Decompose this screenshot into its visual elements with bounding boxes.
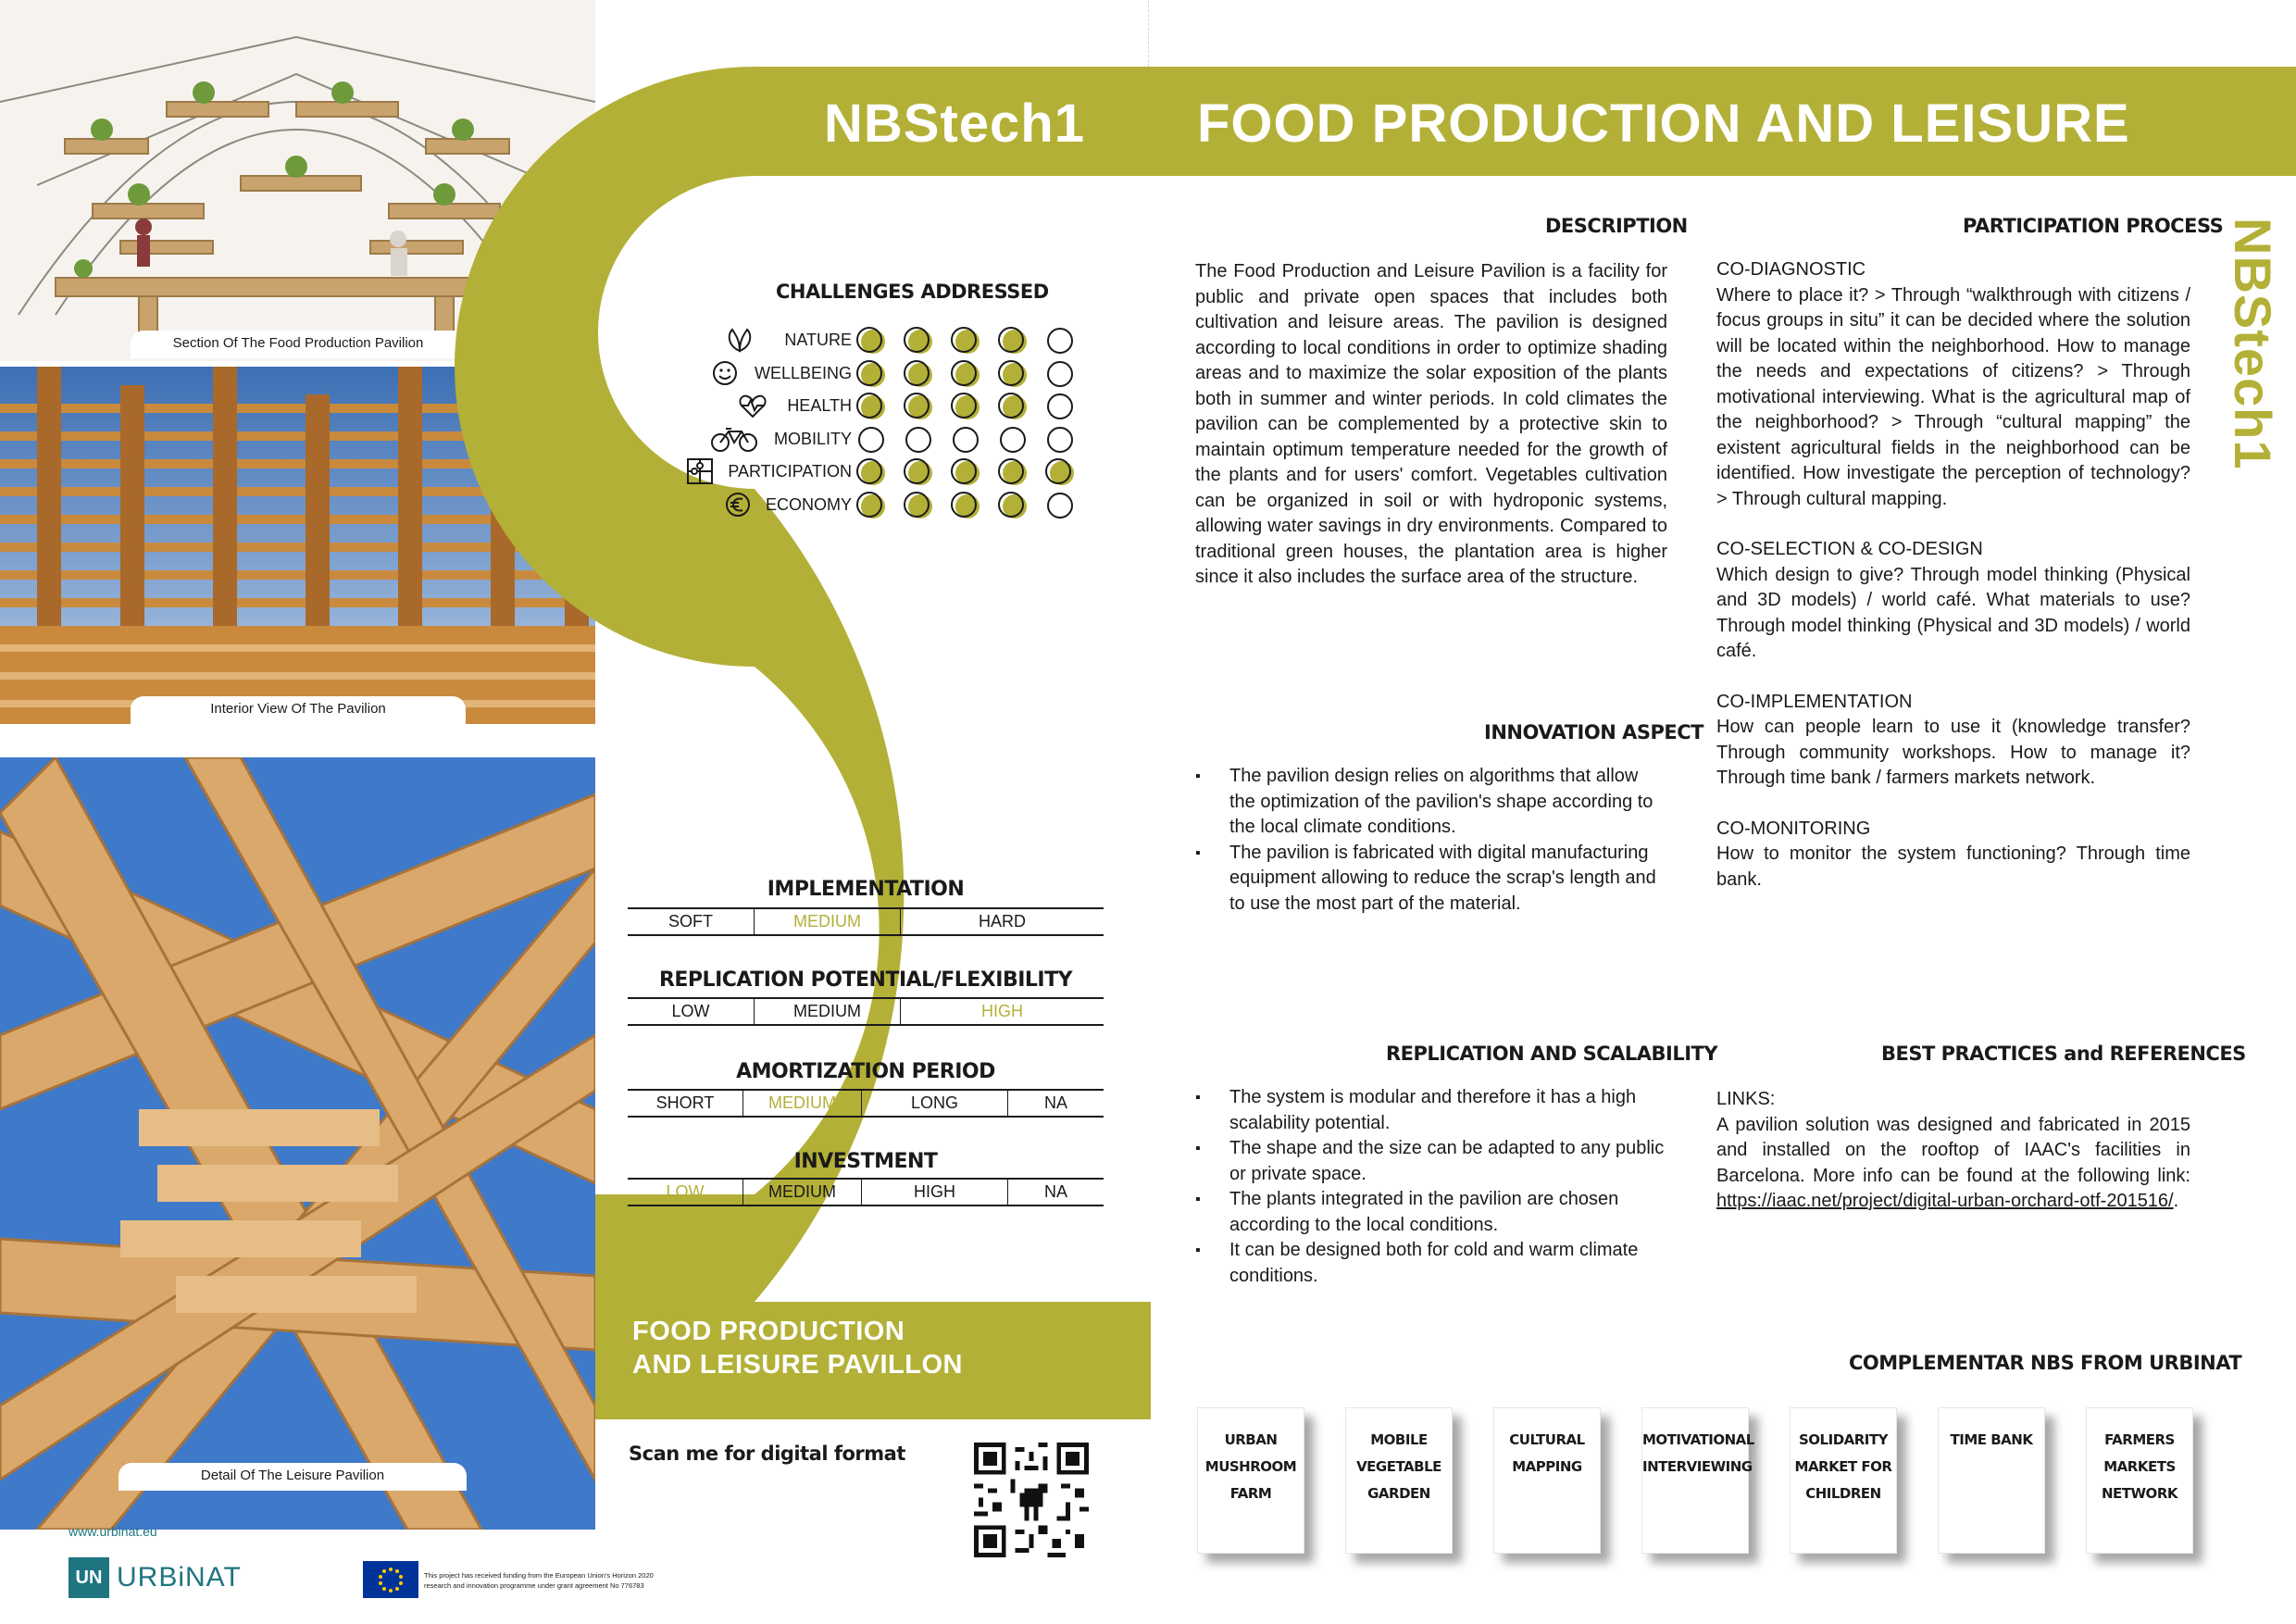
rating-option-long: LONG <box>862 1091 1008 1116</box>
bullet-item: ▪ The pavilion design relies on algorithms that allow the optimization of the pavilion's shape according to the local climate conditions. <box>1195 764 1667 841</box>
rating-option-medium: MEDIUM <box>743 1180 862 1205</box>
score-dot-filled <box>1045 457 1075 487</box>
challenge-label: MOBILITY <box>773 429 852 448</box>
best-practices-title: BEST PRACTICES and REFERENCES <box>1881 1043 2246 1065</box>
nbs-card[interactable] <box>1641 1407 1754 1554</box>
score-dot-filled <box>951 326 980 356</box>
best-practices-text <box>1716 1087 2190 1215</box>
challenge-label: WELLBEING <box>754 363 852 382</box>
nbs-card-label: MAPPING <box>1512 1458 1582 1475</box>
score-dot-filled <box>951 359 980 389</box>
reference-link-end: . <box>2173 1191 2179 1211</box>
scan-label: Scan me for digital format <box>629 1443 905 1465</box>
rating-option-na: NA <box>1043 1093 1067 1112</box>
bullet-item: ▪ The plants integrated in the pavilion are chosen according to the local conditions. <box>1195 1187 1667 1238</box>
challenge-row-health <box>685 392 1083 425</box>
challenge-label: HEALTH <box>787 396 852 415</box>
score-dot-filled <box>998 457 1028 487</box>
participation-title: PARTICIPATION PROCESS <box>1963 215 2224 237</box>
bullet-item: ▪ The shape and the size can be adapted to any public or private space. <box>1195 1136 1667 1187</box>
score-dot-empty <box>951 425 980 455</box>
participation-stage-head: CO-SELECTION & CO-DESIGN <box>1716 539 1983 559</box>
participation-stage-text: Where to place it? > Through “walkthrough with citizens / focus groups in situ” it can be decided where the solution will be located within the neighborhood. How to manage the needs and expectations of citizens? > Through motivational interviewing. What is the agricultural map of the neighborhood? > Through “cultural mapping” the existent agricultural fields in the neighborhood can be identified. How investigate the perception of technology? > Through cultural mapping. <box>1716 284 2190 509</box>
eu-funding-line2: research and innovation programme under grant agreement No 776783 <box>424 1581 644 1590</box>
score-dot-filled <box>951 457 980 487</box>
challenge-label: NATURE <box>784 331 852 349</box>
qr-code[interactable] <box>974 1443 1089 1557</box>
urbinat-logo-text: URBiNAT <box>117 1562 242 1593</box>
pavilion-name-line1: FOOD PRODUCTION <box>632 1317 905 1346</box>
nbs-card-label: MOTIVATIONAL <box>1642 1431 1754 1448</box>
implementation-scale <box>628 907 1104 936</box>
innovation-list <box>1195 764 1667 917</box>
nbs-card-label: VEGETABLE <box>1356 1458 1441 1475</box>
bullet-item: ▪ It can be designed both for cold and warm climate conditions. <box>1195 1238 1667 1289</box>
score-dot-filled <box>856 326 886 356</box>
nbs-card-label: TIME BANK <box>1950 1431 2033 1448</box>
reference-link[interactable]: https://iaac.net/project/digital-urban-orchard-otf-201516/ <box>1716 1191 2174 1211</box>
score-dot-empty <box>904 425 933 455</box>
amortization-title: AMORTIZATION PERIOD <box>736 1060 995 1083</box>
rating-option-soft: SOFT <box>628 909 755 934</box>
score-dot-filled <box>856 392 886 421</box>
nbs-code-title: NBStech1 <box>824 94 1085 154</box>
nbs-card[interactable] <box>1197 1407 1304 1554</box>
innovation-title: INNOVATION ASPECT <box>1484 721 1703 743</box>
rating-option-medium: MEDIUM <box>755 909 901 934</box>
eu-stars-icon <box>363 1561 418 1598</box>
nbs-card-label: MUSHROOM <box>1204 1458 1297 1475</box>
replication-scalability-title: REPLICATION AND SCALABILITY <box>1386 1043 1718 1065</box>
rating-option-medium: MEDIUM <box>755 999 901 1024</box>
score-dot-filled <box>904 457 933 487</box>
participation-text <box>1716 257 2190 893</box>
replication-potential-title: REPLICATION POTENTIAL/FLEXIBILITY <box>658 968 1073 992</box>
urbinat-logo-mark: UN <box>69 1557 109 1598</box>
challenge-row-economy <box>685 491 1083 524</box>
score-dot-filled <box>998 392 1028 421</box>
score-dot-empty <box>1045 425 1075 455</box>
challenge-label: ECONOMY <box>765 494 852 514</box>
replication-potential-scale <box>628 997 1104 1026</box>
urbinat-logo <box>69 1557 242 1598</box>
nbs-card-label: MARKET FOR <box>1794 1458 1892 1475</box>
pavilion-name <box>632 1315 963 1381</box>
score-dot-filled <box>998 326 1028 356</box>
score-dot-filled <box>904 326 933 356</box>
amortization-scale <box>628 1089 1104 1118</box>
best-practices-body <box>1716 1113 2190 1215</box>
participation-stage-head: CO-MONITORING <box>1716 818 1871 839</box>
replication-list <box>1195 1085 1667 1289</box>
participation-stage-text: How to monitor the system functioning? Through time bank. <box>1716 843 2190 890</box>
photo-caption-2: Interior View Of The Pavilion <box>131 696 466 724</box>
challenge-label: PARTICIPATION <box>728 462 852 481</box>
score-dot-filled <box>856 359 886 389</box>
eu-funding-line1: This project has received funding from the European Union's Horizon 2020 <box>424 1571 654 1580</box>
page-title: FOOD PRODUCTION AND LEISURE <box>1197 94 2130 154</box>
page-fold-line <box>1148 0 1149 67</box>
rating-option-low: LOW <box>628 999 755 1024</box>
description-text: The Food Production and Leisure Pavilion is a facility for public and private open spaces that includes both cultivation and leisure areas. The pavilion is designed according to local conditions in order to optimize shading areas and to maximize the solar exposition of the plants both in summer and winter periods. In cold climates the pavilion can be complemented by a protective skin to maintain optimum temperature needed for the growth of the plants and for users' comfort. Vegetables cultivation can be organized in soil or with hydroponic systems, allowing water savings in dry environments. Compared to traditional green houses, the plantation area is higher since it also includes the surface area of the structure. <box>1195 261 1667 587</box>
participation-stage-text: How can people learn to use it (knowledge transfer? Through community workshops. How to manage it? Through time bank / farmers markets network. <box>1716 717 2190 788</box>
complementary-title: COMPLEMENTAR NBS FROM URBINAT <box>1849 1352 2242 1374</box>
side-code-title: NBStech1 <box>2224 218 2282 470</box>
eu-flag <box>363 1561 418 1598</box>
website-link[interactable]: www.urbinat.eu <box>69 1524 157 1539</box>
nbs-card-label: CHILDREN <box>1805 1485 1881 1502</box>
score-dot-empty <box>1045 491 1075 520</box>
nbs-card-label: GARDEN <box>1367 1485 1430 1502</box>
photo-caption-3: Detail Of The Leisure Pavilion <box>119 1463 467 1491</box>
rating-option-high: HIGH <box>981 1002 1023 1020</box>
score-dot-filled <box>998 359 1028 389</box>
photo-caption-1: Section Of The Food Production Pavilion <box>131 331 466 358</box>
participation-stage-text: Which design to give? Through model thinking (Physical and 3D models) / world café. What materials to use? Through model thinking (Physical and 3D models) / world café. <box>1716 564 2190 661</box>
nbs-card-label: SOLIDARITY <box>1799 1431 1888 1448</box>
investment-title: INVESTMENT <box>793 1150 938 1173</box>
best-practices-description: A pavilion solution was designed and fabricated in 2015 and installed on the rooftop of IAAC's facilities in Barcelona. More info can be found at the following link: <box>1716 1114 2190 1186</box>
nbs-card[interactable] <box>1938 1407 2045 1554</box>
nbs-card-label: MARKETS <box>2103 1458 2176 1475</box>
rating-option-na: NA <box>1043 1182 1067 1201</box>
score-dot-filled <box>904 359 933 389</box>
challenge-row-mobility <box>685 425 1083 458</box>
rating-option-hard: HARD <box>978 912 1026 931</box>
score-dot-filled <box>951 392 980 421</box>
implementation-title: IMPLEMENTATION <box>767 878 965 901</box>
pavilion-name-line2: AND LEISURE PAVILLON <box>632 1350 963 1380</box>
participation-stage-head: CO-DIAGNOSTIC <box>1716 259 1866 280</box>
nbs-card-label: MOBILE <box>1370 1431 1428 1448</box>
nbs-card-label: URBAN <box>1224 1431 1278 1448</box>
links-label: LINKS: <box>1716 1089 1776 1109</box>
nbs-card-label: NETWORK <box>2101 1485 2177 1502</box>
challenge-row-wellbeing <box>685 359 1083 393</box>
challenge-row-participation <box>685 457 1083 491</box>
nbs-card[interactable] <box>1790 1407 1897 1554</box>
bullet-item: ▪ The pavilion is fabricated with digital manufacturing equipment allowing to reduce the scrap's length and to use the most part of the material. <box>1195 841 1667 918</box>
rating-option-short: SHORT <box>628 1091 743 1116</box>
score-dot-filled <box>904 491 933 520</box>
nbs-card-label: FARM <box>1229 1485 1272 1502</box>
puzzle-icon <box>685 457 717 485</box>
rating-option-high: HIGH <box>862 1180 1008 1205</box>
challenge-row-nature <box>685 326 1083 359</box>
score-dot-empty <box>1045 392 1075 421</box>
score-dot-filled <box>951 491 980 520</box>
rating-option-low: LOW <box>628 1180 743 1205</box>
investment-scale <box>628 1178 1104 1206</box>
score-dot-empty <box>1045 359 1075 389</box>
score-dot-empty <box>1045 326 1075 356</box>
nbs-card[interactable] <box>1493 1407 1601 1554</box>
score-dot-empty <box>998 425 1028 455</box>
bullet-item: ▪ The system is modular and therefore it has a high scalability potential. <box>1195 1085 1667 1136</box>
nbs-card-label: INTERVIEWING <box>1642 1458 1753 1475</box>
participation-stage-head: CO-IMPLEMENTATION <box>1716 691 1913 712</box>
nbs-card-label: FARMERS <box>2104 1431 2175 1448</box>
score-dot-empty <box>856 425 886 455</box>
score-dot-filled <box>856 457 886 487</box>
challenges-title: CHALLENGES ADDRESSED <box>776 281 1049 303</box>
score-dot-filled <box>998 491 1028 520</box>
description-title: DESCRIPTION <box>1545 215 1688 237</box>
score-dot-filled <box>856 491 886 520</box>
nbs-card[interactable] <box>1345 1407 1453 1554</box>
eu-funding-text <box>424 1570 654 1591</box>
nbs-card-label: CULTURAL <box>1509 1431 1585 1448</box>
score-dot-filled <box>904 392 933 421</box>
nbs-card[interactable] <box>2086 1407 2193 1554</box>
rating-option-medium: MEDIUM <box>743 1091 862 1116</box>
